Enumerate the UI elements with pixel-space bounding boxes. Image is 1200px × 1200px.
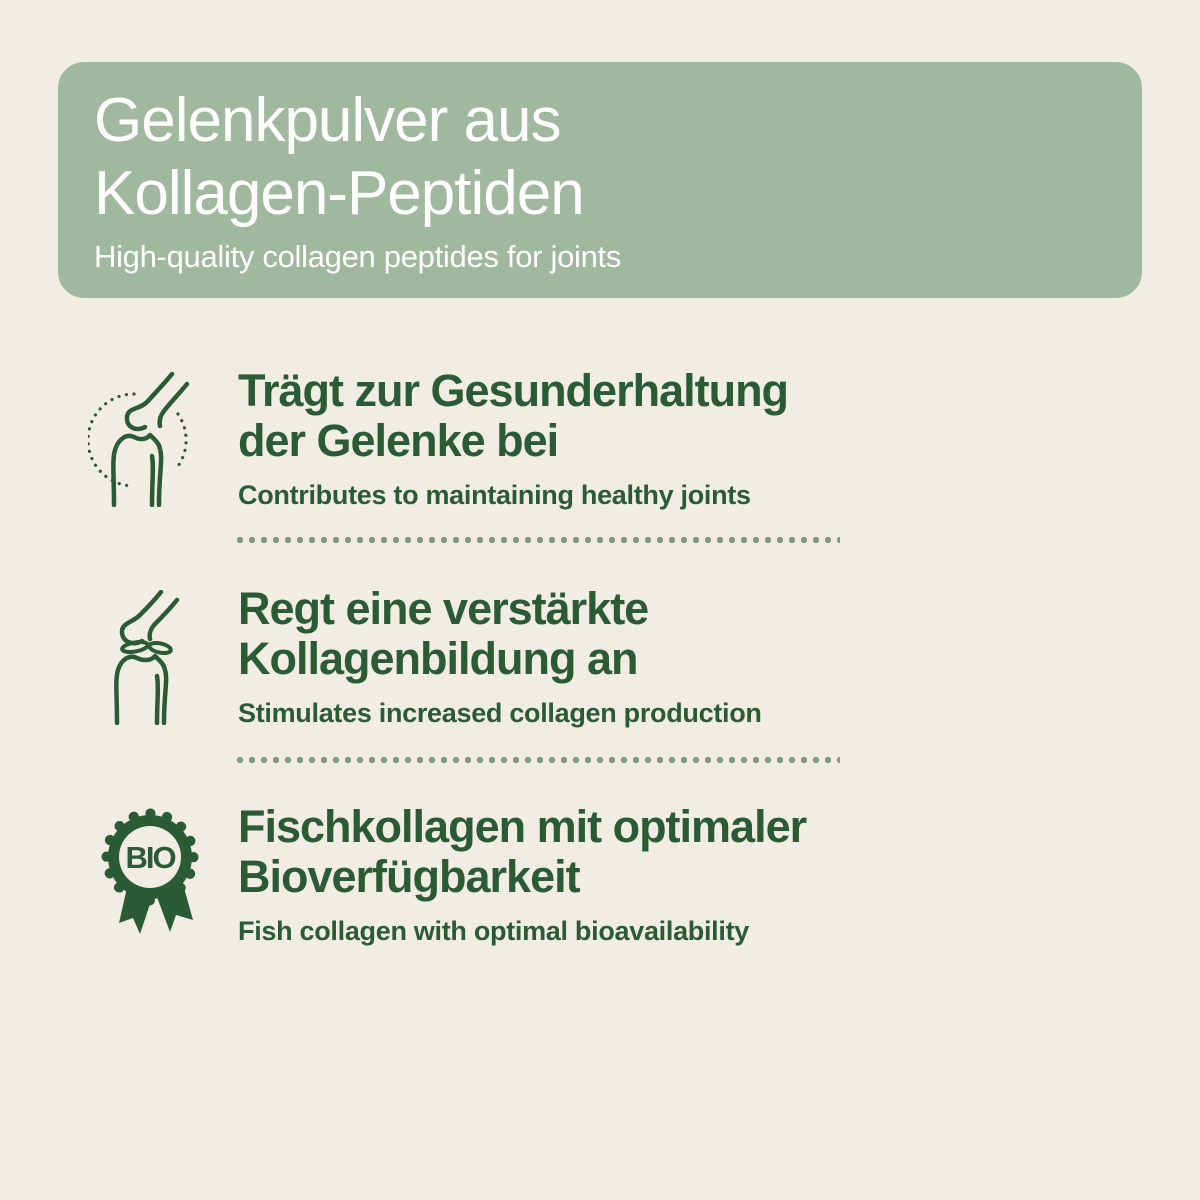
feature-title	[238, 802, 806, 902]
feature-title	[238, 584, 762, 684]
bio-badge-label: BIO	[125, 840, 175, 875]
page-title-line2: Kollagen-Peptiden	[94, 159, 584, 228]
bio-badge-icon-svg	[96, 805, 208, 945]
feature-subtitle-en: Contributes to maintaining healthy joints	[238, 480, 751, 510]
feature-title	[238, 366, 788, 466]
feature-text-block	[238, 366, 788, 511]
page-subtitle: High-quality collagen peptides for joints	[94, 239, 622, 274]
feature-text-block	[238, 584, 762, 729]
page-title	[94, 84, 1102, 230]
dotted-divider	[236, 756, 840, 764]
feature-title-line1: Regt eine verstärkte	[238, 583, 649, 634]
feature-title-line1: Fischkollagen mit optimaler	[238, 801, 807, 852]
knee-joint-halo-icon	[88, 366, 238, 506]
bio-badge-icon	[88, 802, 238, 942]
knee-joint-meniscus-icon	[88, 584, 238, 724]
feature-title-line1: Trägt zur Gesunderhaltung	[238, 365, 789, 416]
knee-joint-meniscus-icon-svg	[95, 590, 203, 725]
feature-subtitle-en: Stimulates increased collagen production	[238, 698, 762, 728]
feature-item-joint-health	[88, 366, 788, 511]
feature-text-block	[238, 802, 806, 947]
dotted-divider	[236, 536, 840, 544]
feature-title-line2: Bioverfügbarkeit	[238, 851, 580, 902]
feature-item-bioavailability	[88, 802, 806, 947]
knee-joint-halo-icon-svg	[88, 372, 200, 507]
header-banner	[58, 62, 1142, 298]
feature-subtitle-en: Fish collagen with optimal bioavailability	[238, 916, 749, 946]
feature-item-collagen-production	[88, 584, 762, 729]
page-title-line1: Gelenkpulver aus	[94, 86, 561, 155]
feature-title-line2: Kollagenbildung an	[238, 633, 638, 684]
feature-title-line2: der Gelenke bei	[238, 415, 559, 466]
